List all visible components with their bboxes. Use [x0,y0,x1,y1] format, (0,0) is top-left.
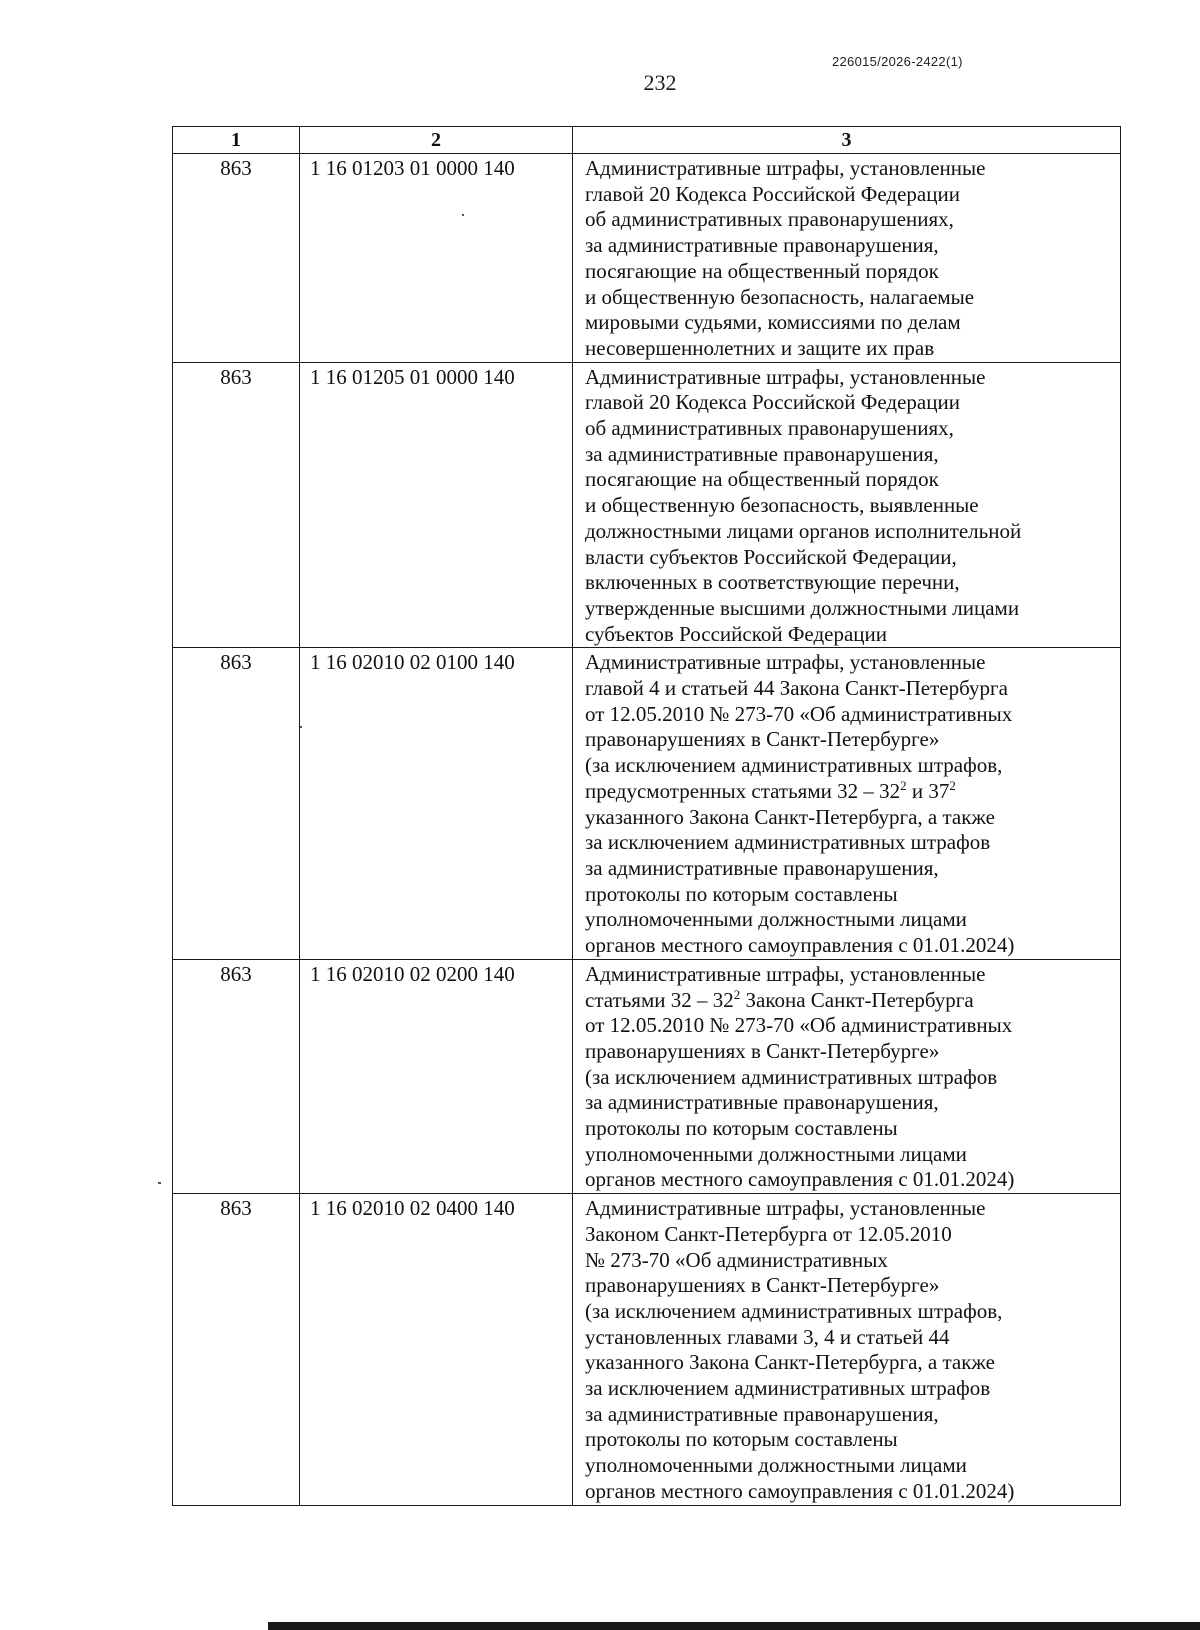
description-line: Административные штрафы, установленные [585,1196,986,1221]
table-header-row [173,127,1121,154]
description-line: уполномоченными должностными лицами [585,1141,967,1166]
description-line: за административные правонарушения, [585,1090,939,1115]
description-line: протоколы по которым составлены [585,881,898,906]
description-line: от 12.05.2010 № 273-70 «Об административных [585,701,1013,726]
description-line: указанного Закона Санкт-Петербурга, а также [585,1350,995,1375]
description-line: власти субъектов Российской Федерации, [585,544,957,569]
description-line: за административные правонарушения, [585,855,939,880]
description-line: за исключением административных штрафов [585,830,991,855]
description-line: Законом Санкт-Петербурга от 12.05.2010 [585,1221,952,1246]
description-line: органов местного самоуправления с 01.01.2024) [585,1167,1015,1192]
description-line: правонарушениях в Санкт-Петербурге» [585,727,940,752]
description-line: от 12.05.2010 № 273-70 «Об административных [585,1013,1013,1038]
budget-code-cell: 1 16 02010 02 0400 140 [300,1194,573,1505]
description-line: Административные штрафы, установленные [585,650,986,675]
description-line: утвержденные высшими должностными лицами [585,595,1020,620]
description-line: мировыми судьями, комиссиями по делам [585,310,961,335]
description-line: включенных в соответствующие перечни, [585,570,960,595]
budget-code-cell: 1 16 01205 01 0000 140 [300,362,573,648]
description-line: статьями $32 - 32^2$ Закона Санкт-Петербурга [585,986,974,1012]
admin-code-cell: 863 [173,154,300,363]
admin-code-cell: 863 [173,648,300,959]
description-line: предусмотренных статьями $32 - 32^2$ и $37^2$ [585,777,956,803]
document-code: 226015/2026-2422(1) [832,54,963,69]
column-header-2: 2 [300,127,573,154]
description-cell [573,959,1121,1193]
table-row [173,959,1121,1193]
description-line: протоколы по которым составлены [585,1116,898,1141]
table-row [173,362,1121,648]
description-line: (за исключением административных штрафов, [585,753,1003,778]
description-line: об административных правонарушениях, [585,207,954,232]
description-line: указанного Закона Санкт-Петербурга, а также [585,804,995,829]
description-cell [573,1194,1121,1505]
admin-code-cell: 863 [173,1194,300,1505]
table-row [173,154,1121,363]
revenue-codes-table [172,126,1121,1506]
description-line: органов местного самоуправления с 01.01.2024) [585,1478,1015,1503]
description-line: и общественную безопасность, выявленные [585,493,979,518]
table-row [173,648,1121,959]
description-line: правонарушениях в Санкт-Петербурге» [585,1273,940,1298]
description-line: несовершеннолетних и защите их прав [585,335,935,360]
description-line: должностными лицами органов исполнительной [585,518,1022,543]
description-line: (за исключением административных штрафов, [585,1298,1003,1323]
description-line: Административные штрафы, установленные [585,364,986,389]
description-line: правонарушениях в Санкт-Петербурге» [585,1038,940,1063]
description-line: и общественную безопасность, налагаемые [585,284,975,309]
description-line: уполномоченными должностными лицами [585,907,967,932]
description-line: главой 4 и статьей 44 Закона Санкт-Петербурга [585,676,1008,701]
budget-code-cell: 1 16 02010 02 0100 140 [300,648,573,959]
budget-code-cell: 1 16 02010 02 0200 140 [300,959,573,1193]
description-line: установленных главами 3, 4 и статьей 44 [585,1324,950,1349]
description-line: Административные штрафы, установленные [585,156,986,180]
description-line: за административные правонарушения, [585,441,939,466]
budget-code-cell: 1 16 01203 01 0000 140 [300,154,573,363]
description-line: за административные правонарушения, [585,1401,939,1426]
description-line: главой 20 Кодекса Российской Федерации [585,390,960,415]
description-line: субъектов Российской Федерации [585,621,888,646]
table-row [173,1194,1121,1505]
scan-bottom-edge [268,1622,1200,1630]
description-line: Административные штрафы, установленные [585,961,986,986]
description-line: уполномоченными должностными лицами [585,1453,967,1478]
page-number: 232 [643,70,677,95]
description-line: за исключением административных штрафов [585,1376,991,1401]
scan-speck [300,726,302,728]
admin-code-cell: 863 [173,959,300,1193]
description-line: за административные правонарушения, [585,233,939,258]
description-cell [573,362,1121,648]
column-header-3: 3 [573,127,1121,154]
table-body [173,154,1121,1506]
column-header-1: 1 [173,127,300,154]
description-line: органов местного самоуправления с 01.01.2024) [585,933,1015,958]
description-line: (за исключением административных штрафов [585,1064,998,1089]
scan-speck [158,1182,161,1184]
description-line: главой 20 Кодекса Российской Федерации [585,181,960,206]
description-cell [573,154,1121,363]
description-line: посягающие на общественный порядок [585,258,939,283]
description-line: № 273-70 «Об административных [585,1247,888,1272]
description-line: посягающие на общественный порядок [585,467,939,492]
description-cell [573,648,1121,959]
scan-speck [462,214,464,216]
description-line: протоколы по которым составлены [585,1427,898,1452]
description-line: об административных правонарушениях, [585,416,954,441]
admin-code-cell: 863 [173,362,300,648]
